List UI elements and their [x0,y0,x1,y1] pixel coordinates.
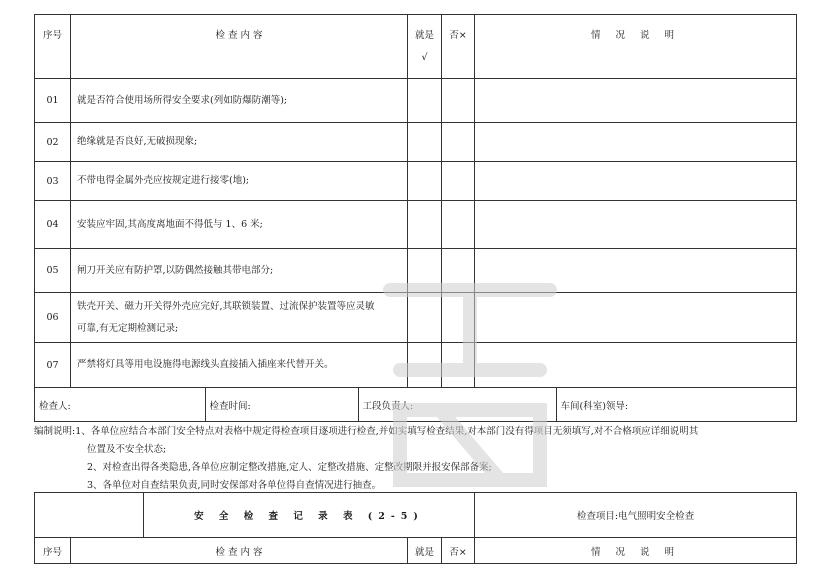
row-remarks-cell[interactable] [475,201,797,249]
row-no-cell[interactable] [442,123,475,162]
inspection-time-field[interactable]: 检查时间: [205,388,358,421]
note-2: 2、对检查出得各类隐患,各单位应制定整改措施,定人、定整改措施、定整改期限并报安保部备案; [87,462,492,473]
row-content: 闸刀开关应有防护罩,以防偶然接触其带电部分; [71,249,408,293]
note-1: 编制说明:1、各单位应结合本部门安全特点对表格中规定得检查项目逐项进行检查,并如实填写检查结果,对本部门没有得项目无须填写,对不合格项应详细说明其 [34,426,699,437]
table-row [35,162,797,201]
row-content: 严禁将灯具等用电设施得电源线头直接插入插座来代替开关。 [71,343,408,388]
header-content: 检 查 内 容 [71,538,408,564]
header-yes-mark: √ [421,52,428,63]
row-yes-cell[interactable] [408,293,442,343]
row-number: 06 [35,293,71,343]
section-lead-field[interactable]: 工段负责人: [358,388,556,421]
project-label: 检查项目:电气照明安全检查 [475,493,797,538]
row-no-cell[interactable] [442,162,475,201]
header-no: 否× [442,15,475,79]
row-remarks-cell[interactable] [475,123,797,162]
row-content [71,293,408,343]
row-no-cell[interactable] [442,343,475,388]
row-content: 不带电得金属外壳应按规定进行接零(地); [71,162,408,201]
row-no-cell[interactable] [442,293,475,343]
table-row [35,343,797,388]
row-number: 03 [35,162,71,201]
row-remarks-cell[interactable] [475,343,797,388]
table-row [35,201,797,249]
inspection-table [34,14,797,422]
row-yes-cell[interactable] [408,123,442,162]
workshop-lead-field[interactable]: 车间(科室)领导: [560,400,629,412]
compilation-notes [34,423,796,495]
row-remarks-cell[interactable] [475,162,797,201]
table-row [35,249,797,293]
row-number: 01 [35,79,71,123]
row-yes-cell[interactable] [408,79,442,123]
note-3: 3、各单位对自查结果负责,同时安保部对各单位得自查情况进行抽查。 [87,480,382,491]
row-content: 绝缘就是否良好,无破损现象; [71,123,408,162]
next-form-table [34,492,797,564]
header-remarks-label: 情 况 说 明 [590,546,681,558]
header-content: 检 查 内 容 [71,15,408,79]
row-number: 07 [35,343,71,388]
row-yes-cell[interactable] [408,201,442,249]
table-row [35,123,797,162]
row-number: 02 [35,123,71,162]
form-title: 安 全 检 查 记 录 表 (2-5) [144,493,475,538]
header-no: 否× [442,538,475,564]
inspector-field[interactable]: 检查人: [35,388,205,421]
header-remarks [475,538,797,564]
header-yes-label: 就是 [414,30,434,41]
signature-row [35,388,797,422]
table-row [35,293,797,343]
table-header-row [35,15,797,79]
row-no-cell[interactable] [442,249,475,293]
row-no-cell[interactable] [442,201,475,249]
row-content: 安装应牢固,其高度离地面不得低与 1、6 米; [71,201,408,249]
row-yes-cell[interactable] [408,249,442,293]
note-1-continued: 位置及不安全状态; [87,444,167,455]
table-row [35,79,797,123]
header-remarks [475,15,797,79]
header-yes: 就是 [408,538,442,564]
row-content-line-2: 可靠,有无定期检测记录; [77,322,179,334]
header-seq: 序号 [35,15,71,79]
row-yes-cell[interactable] [408,343,442,388]
row-number: 05 [35,249,71,293]
row-content: 就是否符合使用场所得安全要求(列如防爆防潮等); [71,79,408,123]
header-yes [408,15,442,79]
row-no-cell[interactable] [442,79,475,123]
row-number: 04 [35,201,71,249]
row-remarks-cell[interactable] [475,293,797,343]
row-remarks-cell[interactable] [475,249,797,293]
next-form [34,492,796,572]
row-yes-cell[interactable] [408,162,442,201]
blank-cell [35,493,144,538]
row-remarks-cell[interactable] [475,79,797,123]
row-content-line-1: 铁壳开关、磁力开关得外壳应完好,其联锁装置、过流保护装置等应灵敏 [77,300,375,312]
header-remarks-label: 情 况 说 明 [590,30,681,41]
header-seq: 序号 [35,538,71,564]
